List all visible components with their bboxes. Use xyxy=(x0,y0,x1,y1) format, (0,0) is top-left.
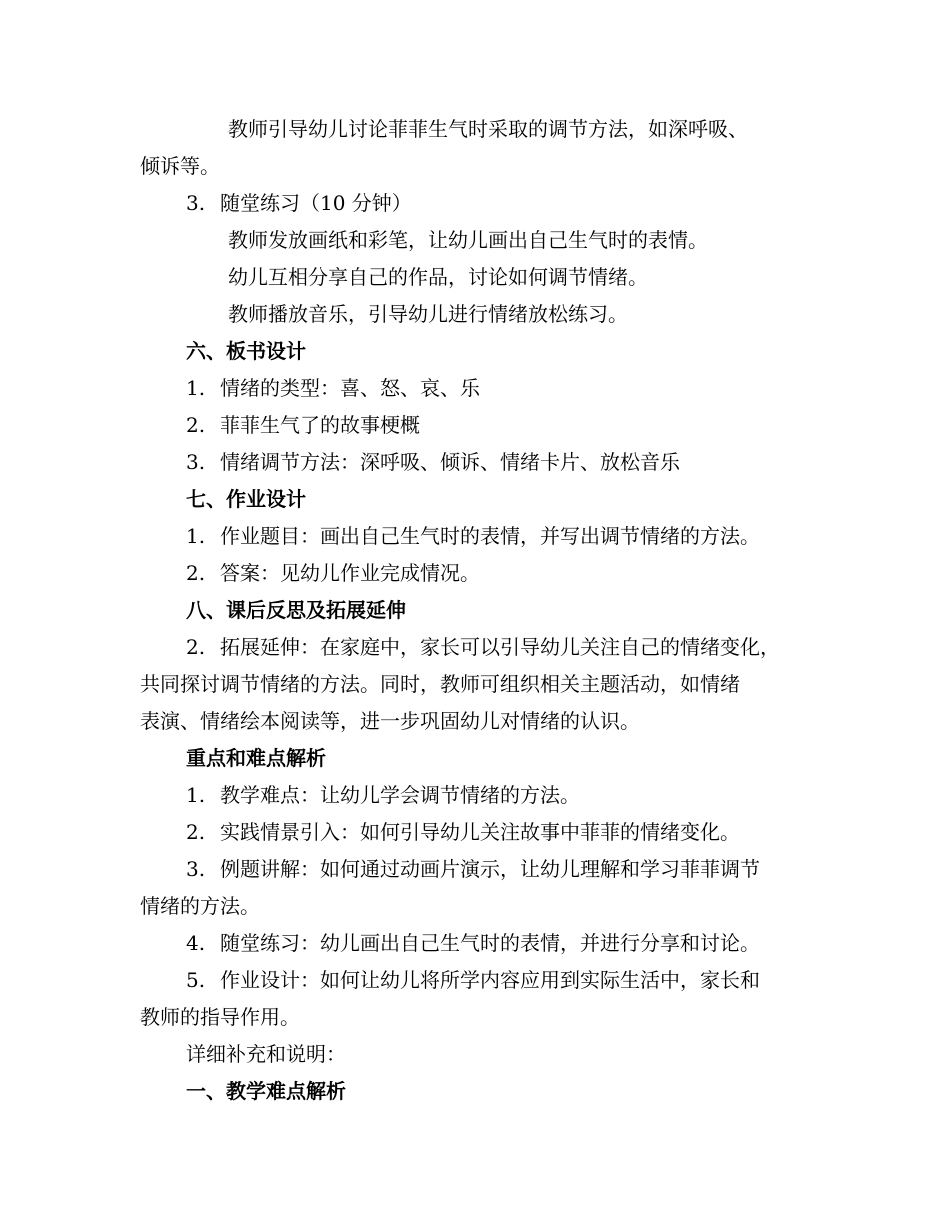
numbered-item xyxy=(186,189,412,217)
item-number: 3. xyxy=(186,191,206,215)
section-heading: 重点和难点解析 xyxy=(186,746,326,770)
section-heading: 八、课后反思及拓展延伸 xyxy=(186,598,406,622)
paragraph-line: 幼儿互相分享自己的作品，讨论如何调节情绪。 xyxy=(228,265,648,289)
item-text: 作业题目：画出自己生气时的表情，并写出调节情绪的方法。 xyxy=(220,524,760,548)
numbered-item xyxy=(186,781,580,809)
item-text: 情绪调节方法：深呼吸、倾诉、情绪卡片、放松音乐 xyxy=(220,450,680,474)
numbered-item xyxy=(186,411,420,439)
paragraph-line: 共同探讨调节情绪的方法。同时，教师可组织相关主题活动，如情绪 xyxy=(140,672,740,696)
item-text: 教学难点：让幼儿学会调节情绪的方法。 xyxy=(220,783,580,807)
item-number: 3. xyxy=(186,450,206,474)
item-number: 4. xyxy=(186,931,206,955)
item-number: 5. xyxy=(186,968,206,992)
item-number: 2. xyxy=(186,635,206,659)
numbered-item xyxy=(186,374,480,402)
numbered-item xyxy=(186,633,780,661)
item-number: 1. xyxy=(186,783,206,807)
paragraph-line: 教师引导幼儿讨论菲菲生气时采取的调节方法，如深呼吸、 xyxy=(228,117,748,141)
item-number: 1. xyxy=(186,376,206,400)
item-number: 2. xyxy=(186,561,206,585)
numbered-item xyxy=(186,559,480,587)
item-number: 2. xyxy=(186,413,206,437)
numbered-item xyxy=(186,966,760,994)
paragraph-line: 详细补充和说明： xyxy=(186,1042,346,1066)
paragraph-line: 情绪的方法。 xyxy=(140,894,260,918)
item-text: 实践情景引入：如何引导幼儿关注故事中菲菲的情绪变化。 xyxy=(220,820,740,844)
item-text: 随堂练习（10 分钟） xyxy=(220,191,412,215)
paragraph-line: 倾诉等。 xyxy=(140,154,220,178)
section-heading: 七、作业设计 xyxy=(186,487,306,511)
item-number: 3. xyxy=(186,857,206,881)
numbered-item xyxy=(186,929,760,957)
section-heading: 一、教学难点解析 xyxy=(186,1079,346,1103)
item-text: 例题讲解：如何通过动画片演示，让幼儿理解和学习菲菲调节 xyxy=(220,857,760,881)
numbered-item xyxy=(186,522,760,550)
section-heading: 六、板书设计 xyxy=(186,339,306,363)
item-number: 2. xyxy=(186,820,206,844)
numbered-item xyxy=(186,855,760,883)
paragraph-line: 表演、情绪绘本阅读等，进一步巩固幼儿对情绪的认识。 xyxy=(140,709,640,733)
item-text: 拓展延伸：在家庭中，家长可以引导幼儿关注自己的情绪变化， xyxy=(220,635,780,659)
paragraph-line: 教师发放画纸和彩笔，让幼儿画出自己生气时的表情。 xyxy=(228,228,708,252)
numbered-item xyxy=(186,448,680,476)
item-text: 随堂练习：幼儿画出自己生气时的表情，并进行分享和讨论。 xyxy=(220,931,760,955)
item-text: 情绪的类型：喜、怒、哀、乐 xyxy=(220,376,480,400)
item-text: 菲菲生气了的故事梗概 xyxy=(220,413,420,437)
item-text: 答案：见幼儿作业完成情况。 xyxy=(220,561,480,585)
paragraph-line: 教师播放音乐，引导幼儿进行情绪放松练习。 xyxy=(228,302,628,326)
numbered-item xyxy=(186,818,740,846)
paragraph-line: 教师的指导作用。 xyxy=(140,1005,300,1029)
item-number: 1. xyxy=(186,524,206,548)
item-text: 作业设计：如何让幼儿将所学内容应用到实际生活中，家长和 xyxy=(220,968,760,992)
